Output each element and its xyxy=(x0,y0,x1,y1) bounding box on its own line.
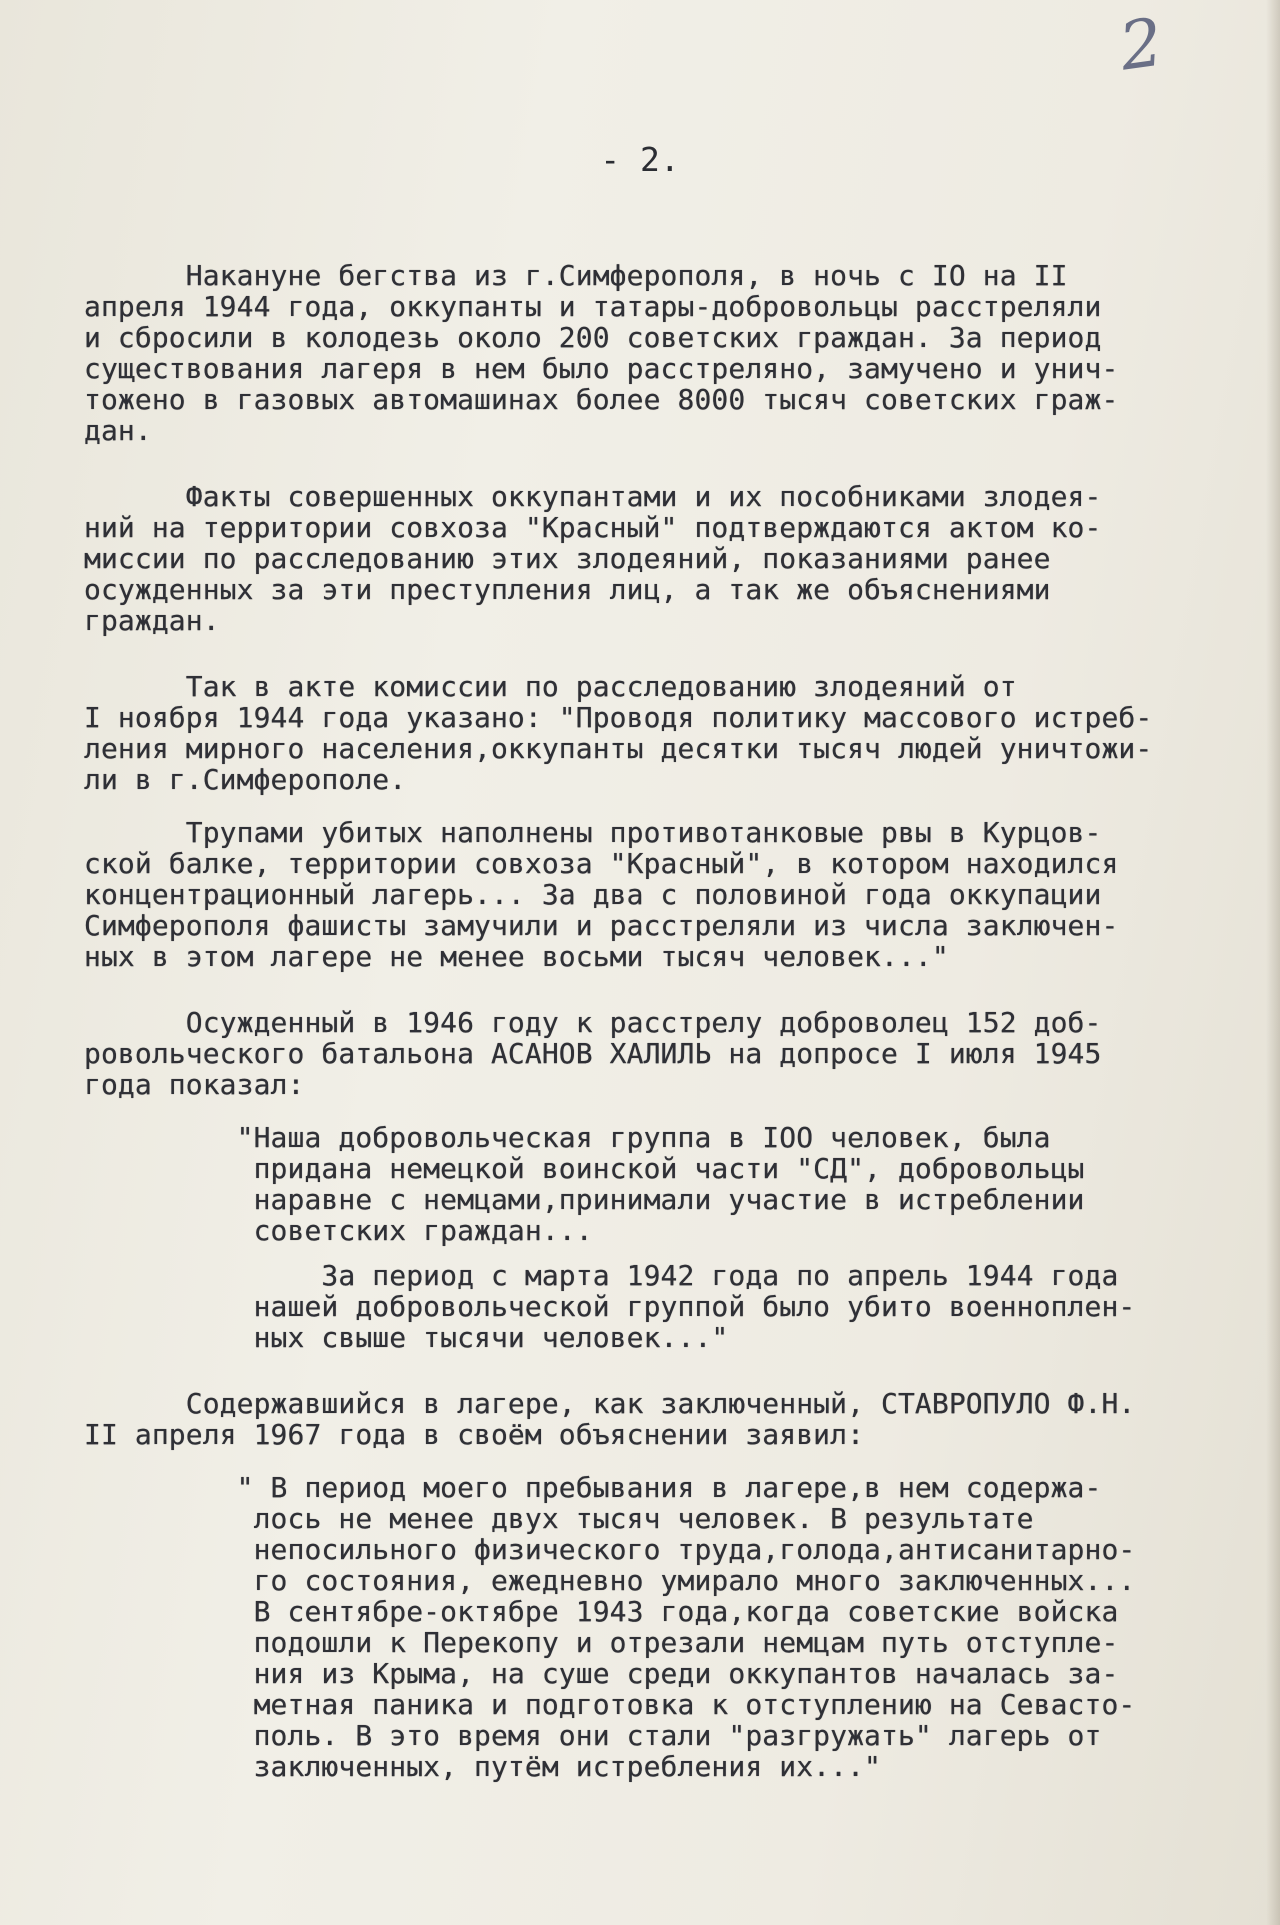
paragraph-1: Накануне бегства из г.Симферополя, в ночь с IO на II апреля 1944 года, оккупанты и татары-добровольцы расстреляли и сбросили в колодезь около 200 советских граждан. За период существования лагеря в нем было расстреляно, замучено и унич- тожено в газовых автомашинах более 8000 тысяч советских граж- дан. xyxy=(84,259,1119,447)
quote-asanov-1: "Наша добровольческая группа в IOO человек, была придана немецкой воинской части "СД", добровольцы наравне с немцами,принимали участие в истреблении советских граждан... xyxy=(236,1121,1085,1247)
quote-stavropulo: " В период моего пребывания в лагере,в нем содержа- лось не менее двух тысяч человек. В результате непосильного физического труда,голода,антисанитарно- го состояния, ежедневно умирало много заключенных... В сентябре-октябре 1943 года,когда советские войска подошли к Перекопу и отрезали немцам путь отступле- ния из Крыма, на суше среди оккупантов началась за- метная паника и подготовка к отступлению на Севасто- поль. В это время они стали "разгружать" лагерь от заключенных, путём истребления их..." xyxy=(236,1471,1136,1783)
page-number: - 2. xyxy=(600,140,680,179)
page-edge-shadow xyxy=(1266,0,1280,1925)
document-body xyxy=(84,260,1244,1782)
paragraph-2: Факты совершенных оккупантами и их пособниками злодея- ний на территории совхоза "Красный" подтверждаются актом ко- миссии по расследованию этих злодеяний, показаниями ранее осужденных за эти преступления лиц, а так же объяснениями граждан. xyxy=(84,480,1102,637)
paragraph-3: Так в акте комиссии по расследованию злодеяний от I ноября 1944 года указано: "Проводя политику массового истреб- ления мирного населения,оккупанты десятки тысяч людей уничтожи- ли в г.Симферополе. xyxy=(84,670,1153,796)
archive-page-number: 2 xyxy=(1115,3,1168,86)
paragraph-5: Осужденный в 1946 году к расстрелу доброволец 152 доб- ровольческого батальона АСАНОВ ХАЛИЛЬ на допросе I июля 1945 года показал: xyxy=(84,1006,1102,1101)
paragraph-4: Трупами убитых наполнены противотанковые рвы в Курцов- ской балке, территории совхоза "Красный", в котором находился концентрационный лагерь... За два с половиной года оккупации Симферополя фашисты замучили и расстреляли из числа заключен- ных в этом лагере не менее восьми тысяч человек..." xyxy=(84,816,1119,973)
paragraph-6: Содержавшийся в лагере, как заключенный, СТАВРОПУЛО Ф.Н. II апреля 1967 года в своём объяснении заявил: xyxy=(84,1387,1136,1451)
quote-asanov-2: За период с марта 1942 года по апрель 1944 года нашей добровольческой группой было убито военноплен- ных свыше тысячи человек..." xyxy=(253,1259,1136,1354)
